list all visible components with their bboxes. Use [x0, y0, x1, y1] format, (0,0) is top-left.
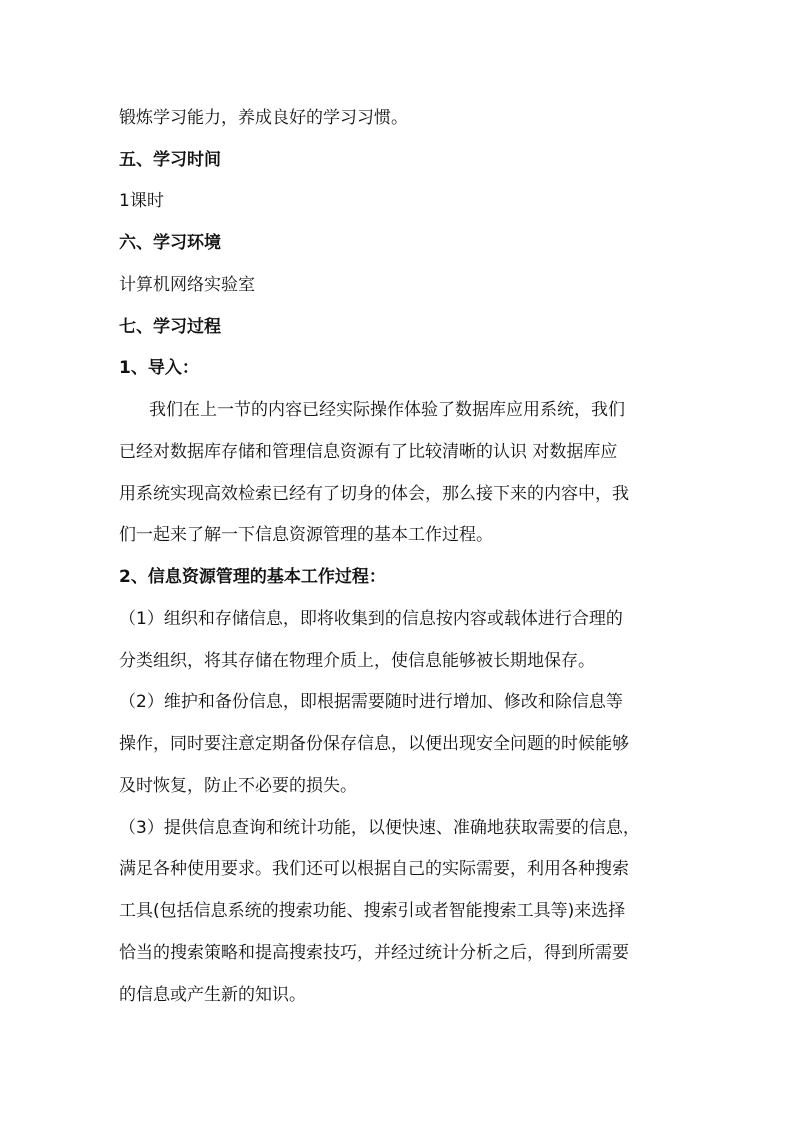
- list-item-line: （2）维护和备份信息，即根据需要随时进行增加、修改和除信息等: [119, 692, 623, 712]
- list-item-line: 的信息或产生新的知识。: [119, 985, 306, 1005]
- subheading-workflow: 2、信息资源管理的基本工作过程：: [119, 567, 386, 587]
- text-line: 计算机网络实验室: [119, 275, 255, 295]
- text-line: 锻炼学习能力，养成良好的学习习惯。: [119, 108, 408, 128]
- paragraph-line: 们一起来了解一下信息资源管理的基本工作过程。: [119, 525, 493, 545]
- list-item-line: 及时恢复，防止不必要的损失。: [119, 776, 357, 796]
- text-line: 1课时: [119, 191, 164, 211]
- list-item-line: 恰当的搜索策略和提高搜索技巧，并经过统计分析之后，得到所需要: [119, 943, 629, 963]
- paragraph-line: 已经对数据库存储和管理信息资源有了比较清晰的认识 对数据库应: [119, 442, 618, 462]
- section-heading-study-process: 七、学习过程: [119, 317, 221, 337]
- section-heading-study-time: 五、学习时间: [119, 150, 221, 170]
- list-item-line: 操作，同时要注意定期备份保存信息，以便出现安全问题的时候能够: [119, 734, 629, 754]
- paragraph-line: 我们在上一节的内容已经实际操作体验了数据库应用系统，我们: [149, 400, 625, 420]
- list-item-line: 分类组织，将其存储在物理介质上，使信息能够被长期地保存。: [119, 651, 595, 671]
- list-item-line: （1）组织和存储信息，即将收集到的信息按内容或载体进行合理的: [119, 609, 623, 629]
- subheading-introduction: 1、导入：: [119, 358, 199, 378]
- paragraph-line: 用系统实现高效检索已经有了切身的体会，那么接下来的内容中，我: [119, 484, 629, 504]
- list-item-line: （3）提供信息查询和统计功能，以便快速、准确地获取需要的信息，: [119, 818, 640, 838]
- section-heading-study-environment: 六、学习环境: [119, 233, 221, 253]
- list-item-line: 满足各种使用要求。我们还可以根据自己的实际需要，利用各种搜索: [119, 859, 629, 879]
- list-item-line: 工具(包括信息系统的搜索功能、搜索引或者智能搜索工具等)来选择: [119, 901, 626, 921]
